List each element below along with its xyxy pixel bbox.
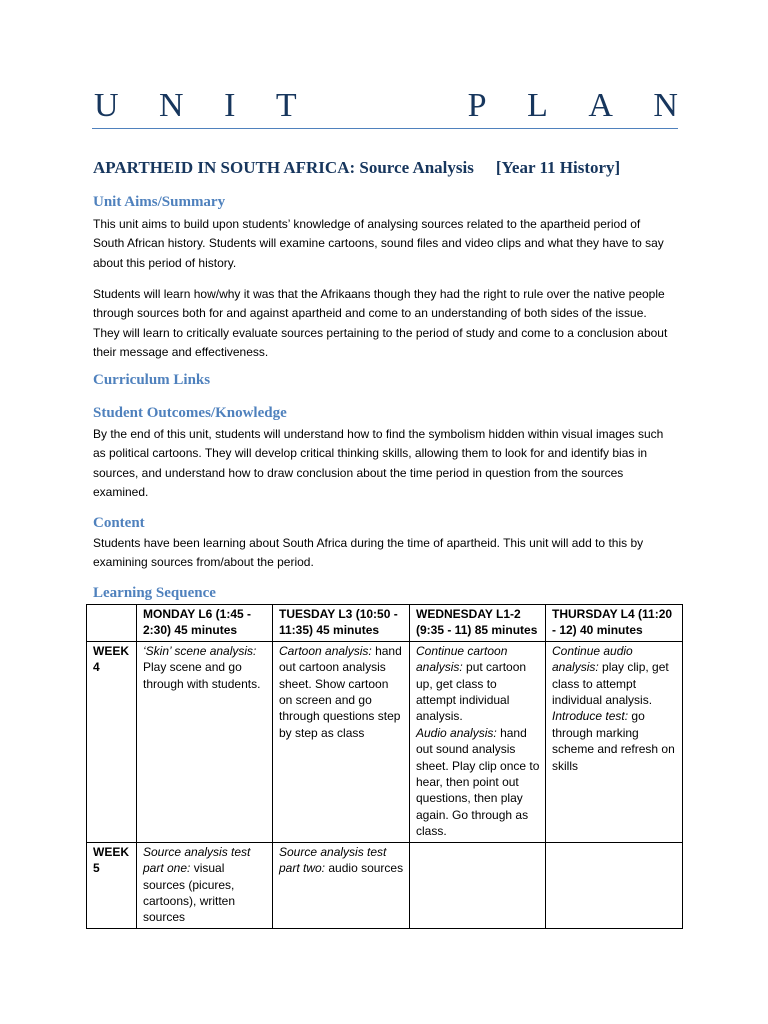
table-cell	[410, 842, 546, 928]
title-letter: N	[159, 87, 184, 124]
activity-detail: hand out sound analysis sheet. Play clip once to hear, then point out questions, then play again. Go through as class.	[416, 725, 540, 839]
content-paragraph: Students have been learning about South Africa during the time of apartheid. This unit will add to this by examining sources from/about the period.	[93, 536, 644, 570]
activity-lead: Continue audio analysis:	[552, 643, 633, 675]
outcomes-heading: Student Outcomes/Knowledge	[93, 405, 287, 421]
header-wednesday: WEDNESDAY L1-2 (9:35 - 11) 85 minutes	[410, 605, 546, 642]
table-cell	[546, 641, 683, 842]
title-letter: L	[527, 87, 548, 124]
activity-lead: Cartoon analysis:	[279, 643, 372, 658]
learning-sequence-heading: Learning Sequence	[93, 585, 216, 601]
title-letter: A	[588, 87, 613, 124]
activity-detail: put cartoon up, get class to attempt individual analysis.	[416, 660, 527, 724]
week-label: WEEK 4	[87, 641, 137, 842]
unit-subtitle	[93, 158, 693, 178]
table-cell	[410, 641, 546, 842]
activity-detail: hand out cartoon analysis sheet. Show cartoon on screen and go through questions step by step as class	[279, 643, 402, 740]
curriculum-heading: Curriculum Links	[93, 372, 211, 388]
header-thursday: THURSDAY L4 (11:20 - 12) 40 minutes	[546, 605, 683, 642]
title-divider	[92, 128, 678, 129]
title-word-gap	[337, 86, 427, 126]
title-letter: U	[94, 87, 119, 124]
title-letter: T	[275, 87, 297, 124]
table-cell	[273, 842, 410, 928]
table-row	[87, 641, 683, 842]
activity-detail: Play scene and go through with students.	[143, 660, 261, 691]
activity-detail: audio sources	[328, 861, 404, 876]
activity-lead: Audio analysis:	[416, 725, 497, 740]
unit-plan-title	[94, 86, 678, 126]
header-tuesday: TUESDAY L3 (10:50 - 11:35) 45 minutes	[273, 605, 410, 642]
activity-lead: Source analysis test part two:	[279, 844, 387, 876]
aims-paragraph-2: Students will learn how/why it was that the Afrikaans though they had the right to rule over the native people through sources both for and against apartheid and come to an understanding of both sides of the issue. They will learn to critically evaluate sources pertaining to the period of study and come to a conclusion about their message and effectiveness.	[93, 287, 668, 359]
title-letter: N	[653, 87, 678, 124]
activity-detail: play clip, get class to attempt individual analysis.	[552, 660, 669, 708]
week-label: WEEK 5	[87, 842, 137, 928]
activity-lead: Introduce test:	[552, 709, 629, 724]
activity-lead: Continue cartoon analysis:	[416, 643, 508, 675]
title-letter: I	[224, 87, 236, 124]
header-monday: MONDAY L6 (1:45 - 2:30) 45 minutes	[137, 605, 273, 642]
title-letter: P	[467, 87, 487, 124]
table-cell	[137, 842, 273, 928]
learning-sequence-table	[86, 604, 683, 929]
activity-detail: visual sources (picures, cartoons), written sources	[143, 861, 236, 925]
table-cell	[137, 641, 273, 842]
outcomes-paragraph: By the end of this unit, students will understand how to find the symbolism hidden within visual images such as political cartoons. They will develop critical thinking skills, allowing them to look for and identify bias in sources, and understand how to draw conclusion about the time period in question from the sources examined.	[93, 427, 664, 499]
content-heading: Content	[93, 515, 145, 531]
aims-heading: Unit Aims/Summary	[93, 194, 226, 210]
subtitle-main: APARTHEID IN SOUTH AFRICA: Source Analysis	[93, 158, 474, 177]
subtitle-year: [Year 11 History]	[495, 158, 621, 177]
activity-lead: Source analysis test part one:	[143, 844, 251, 876]
activity-detail: go through marking scheme and refresh on skills	[552, 709, 675, 773]
table-row	[87, 842, 683, 928]
aims-paragraph-1: This unit aims to build upon students’ knowledge of analysing sources related to the apartheid period of South African history. Students will examine cartoons, sound files and video clips and what they have to say about this period of history.	[93, 217, 664, 270]
table-cell	[273, 641, 410, 842]
table-cell	[546, 842, 683, 928]
table-header-row	[87, 605, 683, 642]
activity-lead: ‘Skin’ scene analysis:	[143, 643, 257, 658]
header-empty-cell	[87, 605, 137, 642]
